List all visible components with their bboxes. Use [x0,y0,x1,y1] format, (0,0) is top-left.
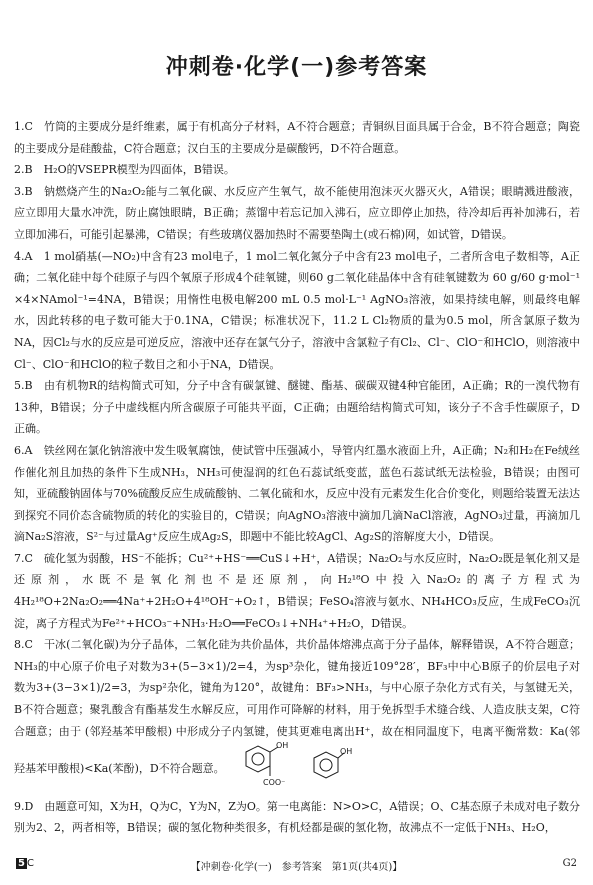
footer-letter: C [26,858,34,869]
answer-text: 2.B H₂O的VSEPR模型为四面体，B错误。 [14,163,235,177]
footer-page-info: 【冲刺卷·化学(一) 参考答案 第1页(共4页)】 [190,862,403,873]
answer-item-7 [14,548,580,634]
phenol-structure-icon [304,748,354,790]
page-title: 冲刺卷·化学(一)参考答案 [165,55,428,80]
answer-text: 5.B 由有机物R的结构简式可知，分子中含有碳氯键、醚键、酯基、碳碳双键4种官能团，A正确；R的一溴代物有13种，B错误；分子中虚线框内所含碳原子可能共平面，C正确；由题给结构简式可知，该分子不含手性碳原子，D正确。 [14,379,580,436]
svg-text:OH: OH [276,742,289,751]
answer-item-6 [14,440,580,548]
answer-item-8 [14,634,580,796]
answer-text: 8.C 干冰(二氧化碳)为分子晶体，二氧化硅为共价晶体，共价晶体熔沸点高于分子晶体，解释错误，A不符合题意；NH₃的中心原子价电子对数为3+(5−3×1)/2=4，为sp³杂化，键角接近109°28′，BF₃中中心B原子的价层电子对数为3+(3−3×1)/2=3，为sp²杂化，键角为120°，故键角：BF₃>NH₃，与中心原子杂化方式有关，与氢键无关，B不符合题意；聚乳酸含有酯基发生水解反应，可用作可降解的材料，用于免拆型手术缝合线、人造皮肤支架，C符合题意；由于 (邻羟基苯甲酸根) 中形成分子内氢键，使其更难电离出H⁺，故在相同温度下，电离平衡常数：Ka(邻羟基苯甲酸根)<Ka(苯酚)，D不符合题意。 [14,638,580,776]
answer-text: 7.C 硫化氢为弱酸，HS⁻不能拆；Cu²⁺+HS⁻══CuS↓+H⁺，A错误；Na₂O₂与水反应时，Na₂O₂既是氧化剂又是还原剂，水既不是氧化剂也不是还原剂，向H₂¹⁸O中投入Na₂O₂的离子方程式为4H₂¹⁸O+2Na₂O₂══4Na⁺+2H₂O+4¹⁸OH⁻+O₂↑，B错误；FeSO₄溶液与氨水、NH₄HCO₃反应，生成FeCO₃沉淀，离子方程式为Fe²⁺+HCO₃⁻+NH₃·H₂O══FeCO₃↓+NH₄⁺+H₂O，D错误。 [14,551,580,630]
answer-text: 4.A 1 mol硝基(—NO₂)中含有23 mol电子，1 mol二氧化氮分子中含有23 mol电子，二者所含电子数相等，A正确；二氧化硅中每个硅原子与四个氧原子形成4个硅氧键，则60 g二氧化硅晶体中含有硅氧键数为 60 g/60 g·mol⁻¹ ×4×NAmol⁻¹=4NA，B错误；用惰性电极电解200 mL 0.5 mol·L⁻¹ AgNO₃溶液，如果持续电解，则最终电解水，因此转移的电子数可能大于0.1NA，C错误；标准状况下，11.2 L Cl₂物质的量为0.5 mol，所含氯原子数为NA，因Cl₂与水的反应是可逆反应，溶液中还存在氯气分子，溶液中含氯粒子有Cl₂、Cl⁻、ClO⁻和HClO，则溶液中Cl⁻、ClO⁻和HClO的粒子数目之和小于NA，D错误。 [14,249,580,371]
answer-list [14,116,580,839]
page-footer [0,858,593,876]
answer-item-3 [14,181,580,246]
answer-text: 9.D 由题意可知，X为H，Q为C，Y为N，Z为O。第一电离能：N>O>C，A错误；O、C基态原子未成对电子数分别为2、2，两者相等，B错误；碳的氢化物种类很多，有机烃都是碳的氢化物，故沸点不一定低于NH₃、H₂O， [14,799,580,835]
answer-item-2 [14,159,580,181]
answer-item-1 [14,116,580,159]
answer-item-9 [14,796,580,839]
answer-text: 6.A 铁丝网在氯化钠溶液中发生吸氧腐蚀，使试管中压强减小，导管内红墨水液面上升，A正确；N₂和H₂在Fe绒丝作催化剂且加热的条件下生成NH₃，NH₃可使湿润的红色石蕊试纸变蓝，蓝色石蕊试纸无法检验，B错误；由图可知，亚硫酸钠固体与70%硫酸反应生成硫酸钠、二氧化硫和水，反应中没有元素发生化合价变化，则题给装置无法达到探究不同价态含硫物质的转化的实验目的，C错误；向AgNO₃溶液中滴加几滴NaCl溶液，AgNO₃过量，再滴加几滴Na₂S溶液，S²⁻与过量Ag⁺反应生成Ag₂S，即题中不能比较AgCl、Ag₂S的溶解度大小，D错误。 [14,443,580,544]
answer-item-4 [14,246,580,376]
salicylate-structure-icon [232,742,292,796]
footer-badge: 5 [18,858,25,869]
svg-text:COO⁻: COO⁻ [263,778,286,788]
answer-text: 1.C 竹筒的主要成分是纤维素，属于有机高分子材料，A不符合题意；青铜纵目面具属于合金，B不符合题意；陶瓷的主要成分是硅酸盐，C符合题意；汉白玉的主要成分是碳酸钙，D不符合题意。 [14,120,580,155]
footer-version: G2 [562,858,577,869]
answer-item-5 [14,375,580,440]
svg-text:OH: OH [339,748,352,757]
answer-text: 3.B 钠燃烧产生的Na₂O₂能与二氧化碳、水反应产生氧气，故不能使用泡沫灭火器灭火，A错误；眼睛溅进酸液，应立即用大量水冲洗，防止腐蚀眼睛，B正确；蒸馏中若忘记加入沸石，应立即停止加热，待冷却后再补加沸石，若立即加沸石，可能引起暴沸，C错误；有些玻璃仪器加热时不需要垫陶土(或石棉)网，如试管，D错误。 [14,184,580,241]
